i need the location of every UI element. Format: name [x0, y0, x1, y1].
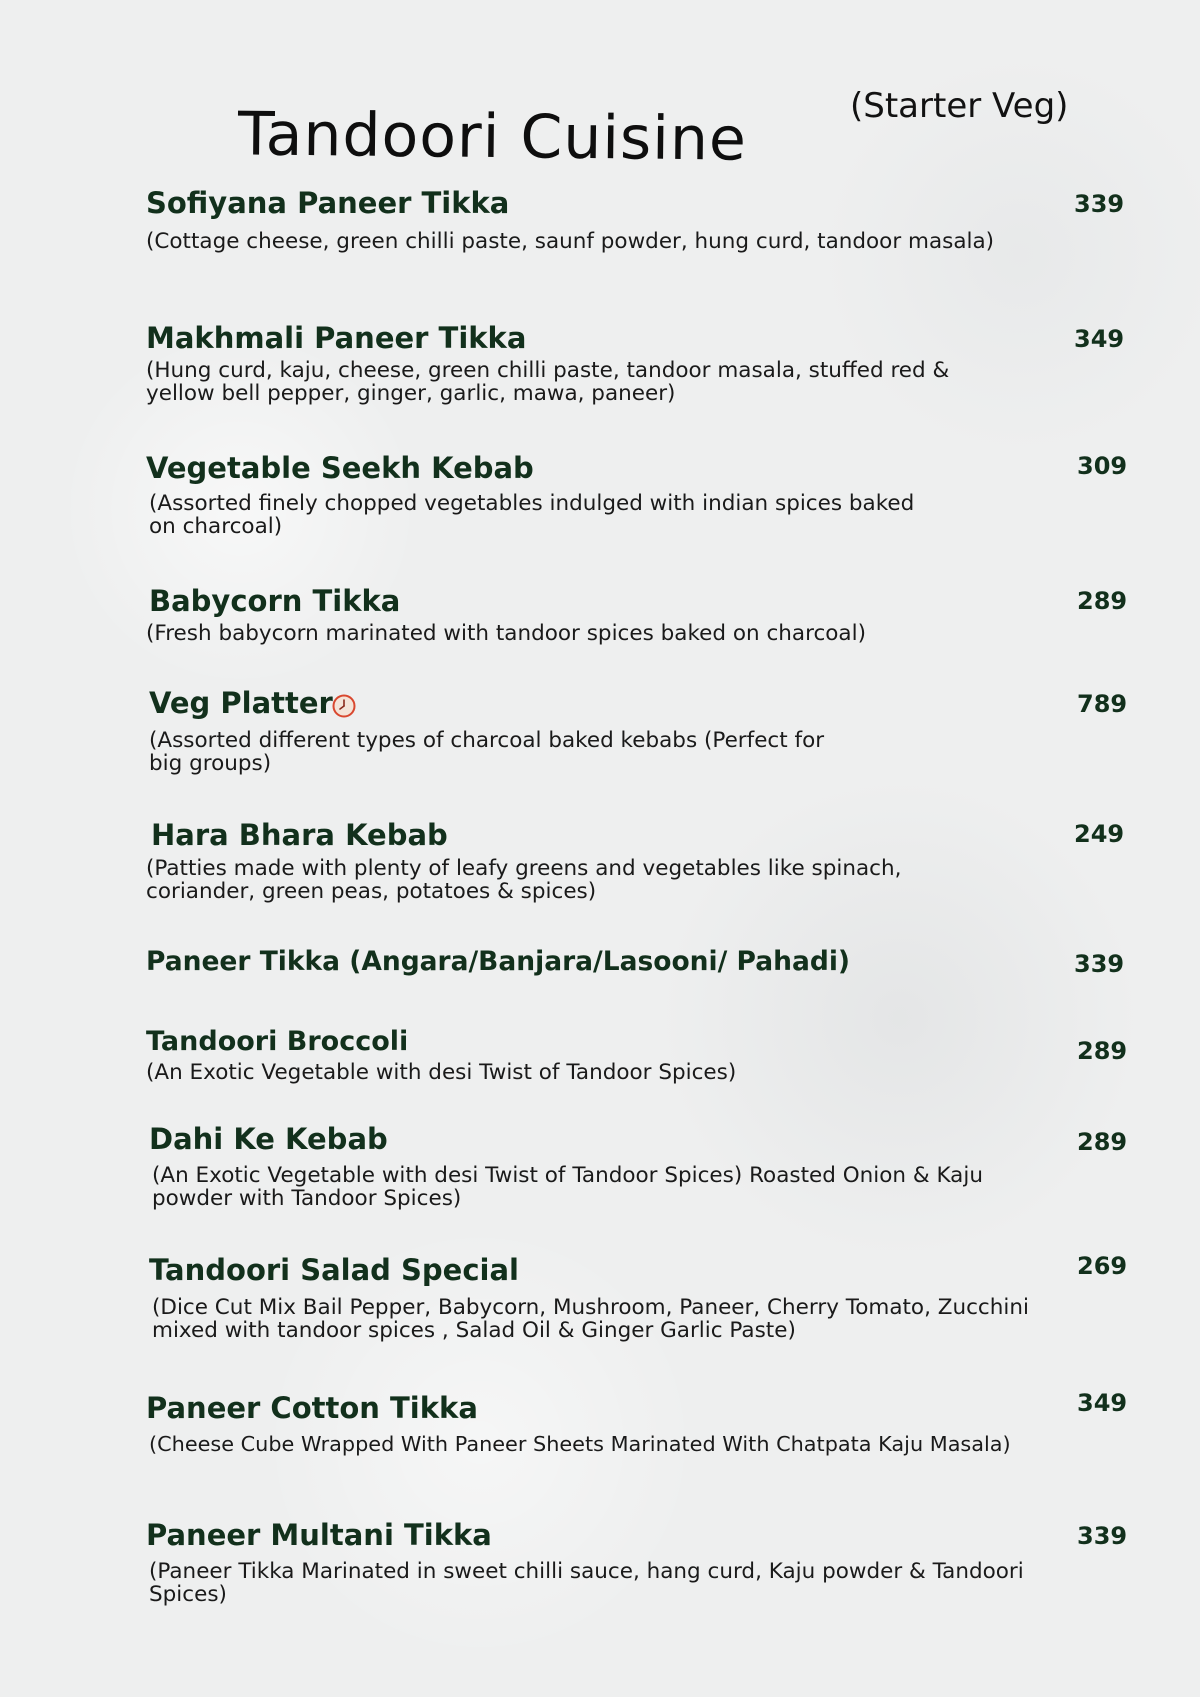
item-price: 349 [1077, 1389, 1128, 1417]
item-name: Hara Bhara Kebab [151, 818, 448, 852]
item-price: 339 [1074, 190, 1125, 218]
item-description: (Cheese Cube Wrapped With Paneer Sheets Marinated With Chatpata Kaju Masala) [149, 1432, 1011, 1456]
item-description: (Paneer Tikka Marinated in sweet chilli sauce, hang curd, Kaju powder & Tandoori Spices) [149, 1559, 1024, 1607]
item-price: 249 [1074, 820, 1125, 848]
item-name: Paneer Multani Tikka [146, 1518, 492, 1552]
item-price: 789 [1077, 690, 1128, 718]
item-description: (Fresh babycorn marinated with tandoor spices baked on charcoal) [146, 621, 866, 646]
item-name: Paneer Tikka (Angara/Banjara/Lasooni/ Pahadi) [146, 946, 851, 977]
item-price: 339 [1074, 950, 1125, 978]
item-description: (Patties made with plenty of leafy greens and vegetables like spinach, coriander, green peas, potatoes & spices) [146, 856, 902, 904]
item-description: (An Exotic Vegetable with desi Twist of Tandoor Spices) Roasted Onion & Kaju powder with Tandoor Spices) [152, 1163, 983, 1211]
item-price: 289 [1077, 587, 1128, 615]
item-description: (Hung curd, kaju, cheese, green chilli paste, tandoor masala, stuffed red & yellow bell pepper, ginger, garlic, mawa, paneer) [146, 358, 950, 406]
item-description: (An Exotic Vegetable with desi Twist of Tandoor Spices) [146, 1060, 737, 1085]
item-name: Vegetable Seekh Kebab [146, 451, 534, 485]
item-price: 339 [1077, 1522, 1128, 1550]
item-name: Babycorn Tikka [149, 584, 401, 618]
item-name: Sofiyana Paneer Tikka [146, 186, 510, 220]
page-subtitle: (Starter Veg) [850, 86, 1069, 126]
page-title: Tandoori Cuisine [237, 99, 748, 175]
item-name: Tandoori Broccoli [146, 1026, 409, 1057]
item-price: 269 [1077, 1252, 1128, 1280]
item-description: (Assorted finely chopped vegetables indulged with indian spices baked on charcoal) [149, 491, 915, 539]
item-price: 289 [1077, 1037, 1128, 1065]
item-name: Makhmali Paneer Tikka [146, 321, 527, 355]
item-description: (Cottage cheese, green chilli paste, saunf powder, hung curd, tandoor masala) [146, 229, 995, 254]
item-name: Veg Platter [149, 686, 333, 720]
item-description: (Dice Cut Mix Bail Pepper, Babycorn, Mushroom, Paneer, Cherry Tomato, Zucchini mixed with tandoor spices , Salad Oil & Ginger Garlic Paste) [152, 1295, 1029, 1343]
item-price: 309 [1077, 452, 1128, 480]
clock-icon [332, 694, 356, 718]
item-name: Dahi Ke Kebab [149, 1122, 388, 1156]
item-description: (Assorted different types of charcoal baked kebabs (Perfect for big groups) [149, 728, 825, 776]
item-name: Paneer Cotton Tikka [146, 1391, 478, 1425]
item-name: Tandoori Salad Special [149, 1253, 519, 1287]
item-price: 349 [1074, 325, 1125, 353]
item-price: 289 [1077, 1128, 1128, 1156]
